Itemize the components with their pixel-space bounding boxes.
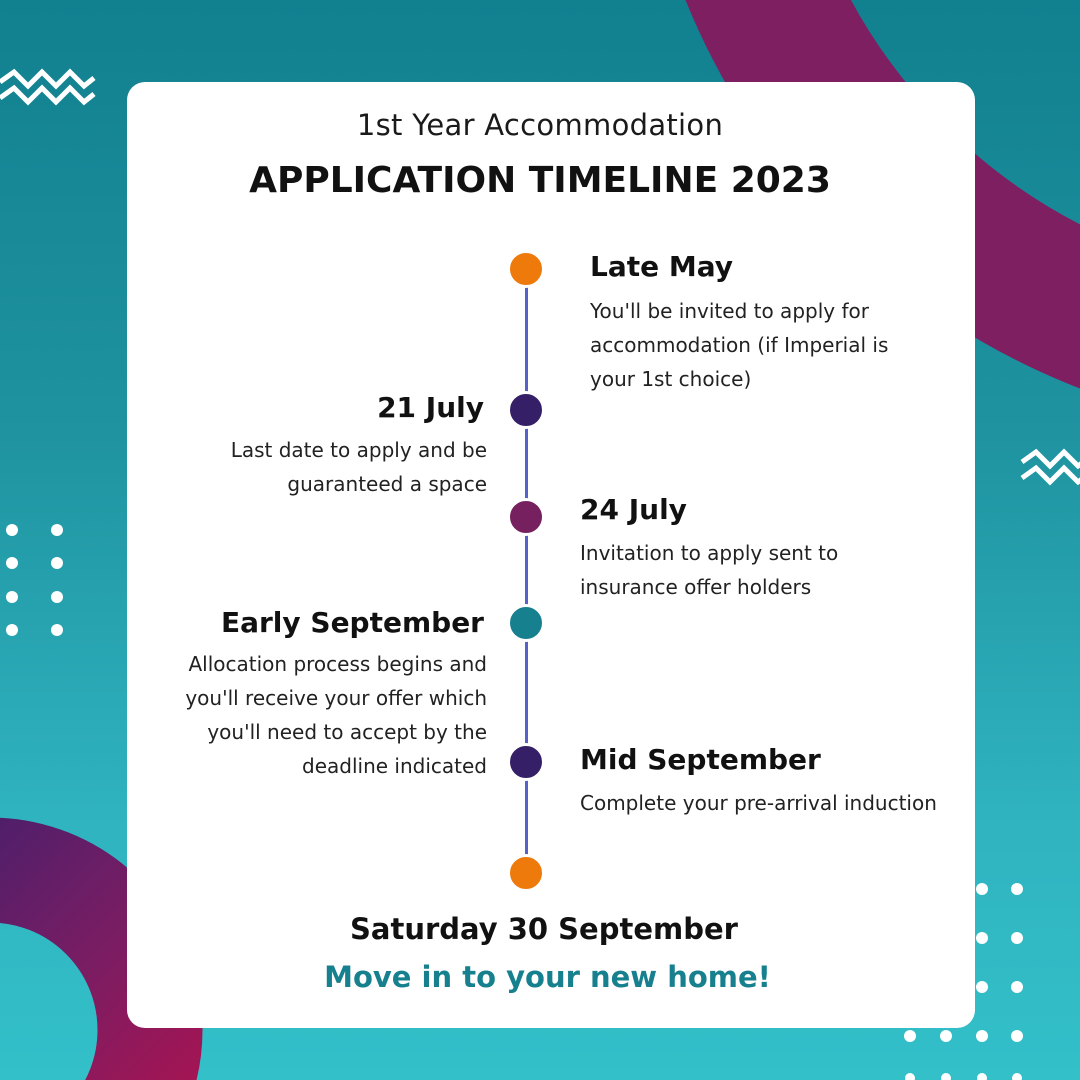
timeline-line: [525, 270, 528, 874]
zigzag-icon: [0, 72, 94, 102]
event-desc-21-july: Last date to apply and be guaranteed a space: [230, 438, 487, 496]
page-subtitle: 1st Year Accommodation: [356, 108, 724, 142]
move-in-date: Saturday 30 September: [350, 912, 738, 946]
page-title: APPLICATION TIMELINE 2023: [249, 160, 831, 201]
event-desc-late-may: You'll be invited to apply for accommodation (if Imperial is your 1st choice): [590, 299, 889, 391]
move-in-message: Move in to your new home!: [324, 960, 771, 994]
event-title-mid-september: Mid September: [580, 743, 821, 776]
dot-grid-decoration: [6, 524, 63, 636]
timeline-dot-24-july: [507, 498, 545, 536]
timeline-dot-21-july: [507, 391, 545, 429]
event-title-24-july: 24 July: [580, 493, 687, 526]
zigzag-icon: [1022, 452, 1080, 482]
event-title-early-september: Early September: [220, 606, 484, 639]
event-title-late-may: Late May: [590, 250, 734, 283]
timeline-dot-late-may: [507, 250, 545, 288]
timeline-dot-early-september: [507, 604, 545, 642]
event-desc-early-september: Allocation process begins and you'll receive your offer which you'll need to accept by the deadline indicated: [185, 652, 487, 778]
event-title-21-july: 21 July: [377, 391, 484, 424]
timeline-dot-move-in: [507, 854, 545, 892]
event-desc-mid-september: Complete your pre-arrival induction: [580, 791, 937, 815]
timeline-dot-mid-september: [507, 743, 545, 781]
event-desc-24-july: Invitation to apply sent to insurance offer holders: [580, 541, 839, 599]
